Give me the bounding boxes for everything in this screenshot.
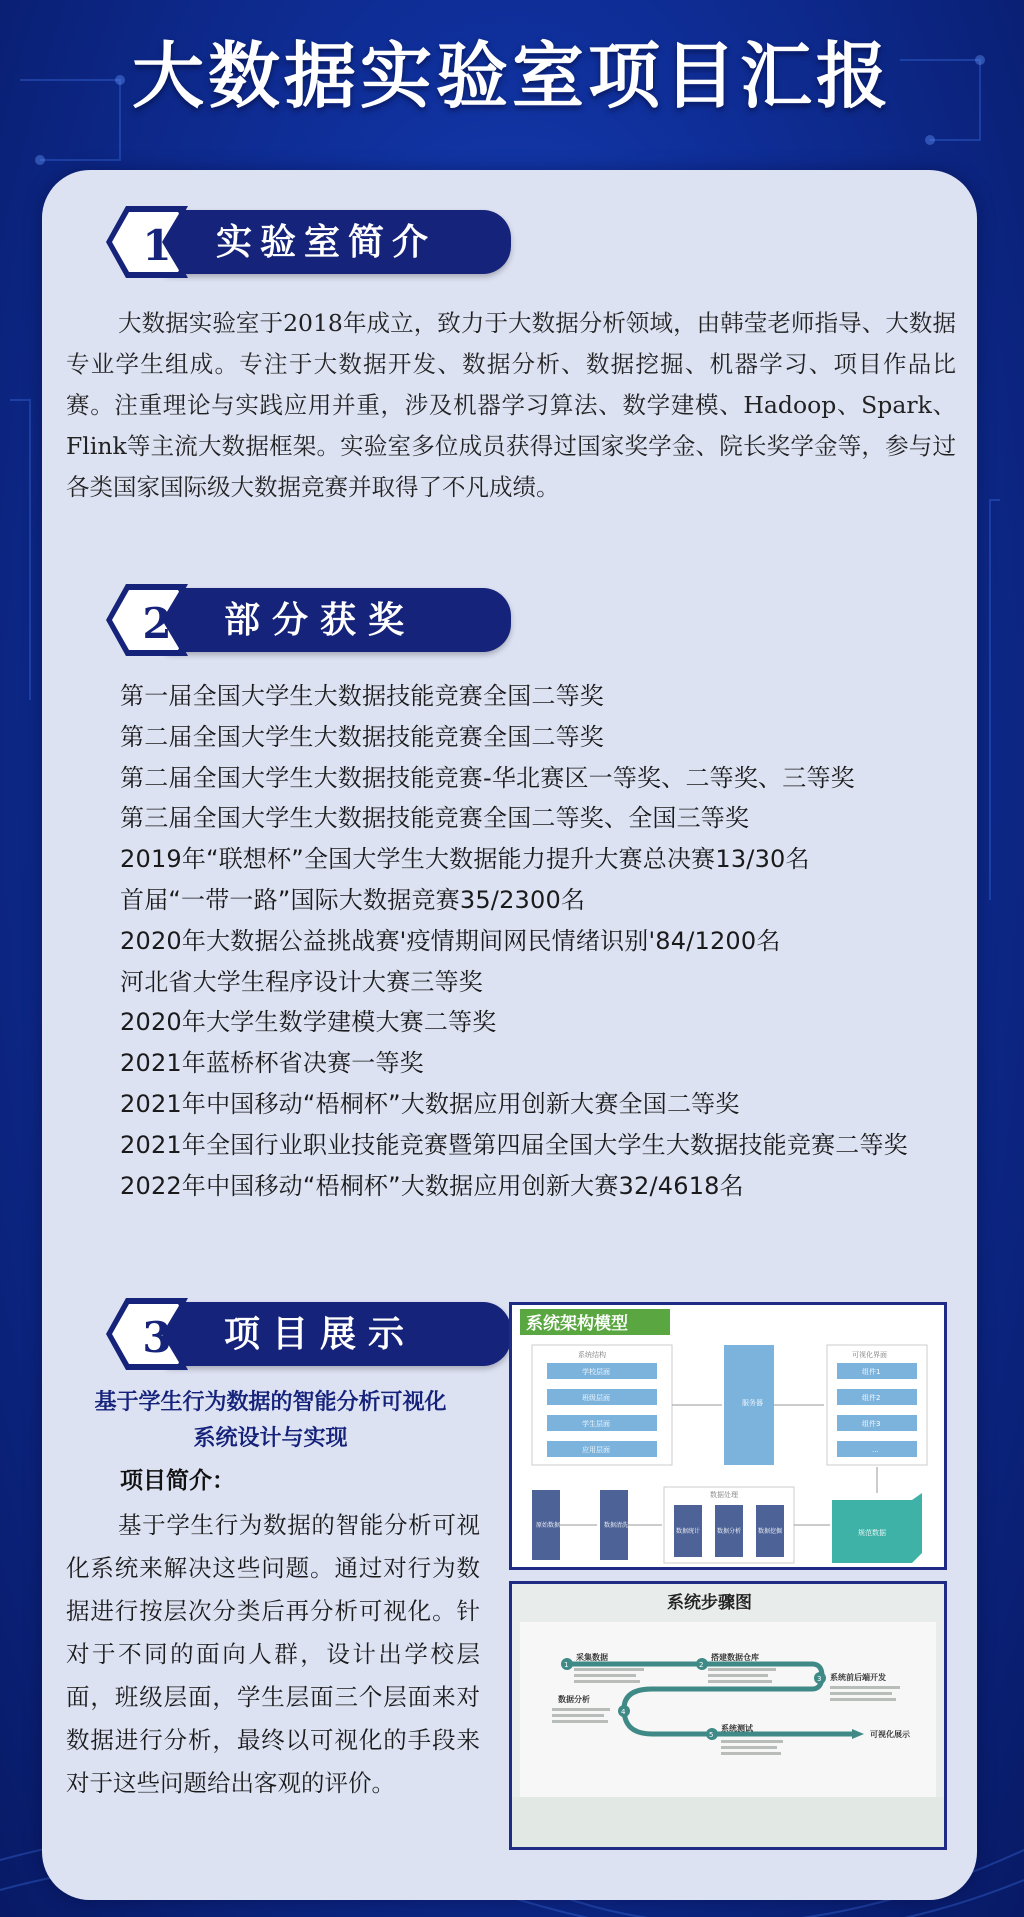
section-number: 2: [142, 599, 172, 648]
left-item-label: 学校层面: [582, 1368, 610, 1376]
award-item: 2021年全国行业职业技能竞赛暨第四届全国大学生大数据技能竞赛二等奖: [120, 1130, 908, 1159]
right-item-label: 组件2: [862, 1394, 881, 1402]
project-subheading: 项目简介：: [120, 1468, 235, 1494]
step-label: 搭建数据仓库: [711, 1653, 759, 1662]
step-number: 5: [709, 1731, 714, 1739]
process-label: 数据统计: [676, 1528, 701, 1535]
architecture-diagram: [512, 1305, 944, 1567]
right-item-label: 组件3: [862, 1420, 881, 1428]
architecture-figure: [509, 1302, 947, 1570]
step-number: 2: [699, 1661, 704, 1669]
raw-data-label: 原始数据: [536, 1522, 561, 1529]
server-label: 服务器: [742, 1399, 763, 1407]
steps-title: 系统步骤图: [667, 1593, 752, 1613]
project-description: 基于学生行为数据的智能分析可视化系统来解决这些问题。通过对行为数据进行按层次分类后再分析可视化。针对于不同的面向人群，设计出学校层面，班级层面，学生层面三个层面来对数据进行分析，最终以可视化的手段来对于这些问题给出客观的评价。: [66, 1511, 480, 1797]
award-item: 第三届全国大学生大数据技能竞赛全国二等奖、全国三等奖: [120, 804, 750, 833]
step-label: 数据分析: [558, 1695, 590, 1704]
right-item-label: 组件1: [862, 1368, 881, 1376]
award-item: 河北省大学生程序设计大赛三等奖: [120, 967, 483, 996]
step-number: 3: [817, 1675, 822, 1683]
section-header-intro: [106, 210, 526, 274]
photo-bottom: [512, 1797, 944, 1847]
intro-paragraph: 大数据实验室于2018年成立，致力于大数据分析领域，由韩莹老师指导、大数据专业学生组成。专注于大数据开发、数据分析、数据挖掘、机器学习、项目作品比赛。注重理论与实践应用并重，涉及机器学习算法、数学建模、Hadoop、Spark、Flink等主流大数据框架。实验室多位成员获得过国家奖学金、院长奖学金等，参与过各类国家国际级大数据竞赛并取得了不凡成绩。: [66, 309, 956, 501]
award-item: 2019年“联想杯”全国大学生大数据能力提升大赛总决赛13/30名: [120, 845, 810, 874]
section-title: 部分获奖: [224, 599, 417, 641]
step-number: 1: [564, 1661, 569, 1669]
steps-figure: [509, 1581, 947, 1850]
step-label: 系统测试: [721, 1724, 753, 1733]
award-item: 第二届全国大学生大数据技能竞赛全国二等奖: [120, 722, 604, 751]
storage-cube: [832, 1493, 922, 1563]
section-number: 3: [142, 1313, 172, 1362]
processing-label: 数据处理: [710, 1491, 738, 1499]
award-item: 2020年大学生数学建模大赛二等奖: [120, 1008, 497, 1037]
process-label: 数据分析: [717, 1528, 742, 1535]
award-item: 2021年蓝桥杯省决赛一等奖: [120, 1049, 424, 1078]
steps-diagram: [512, 1584, 944, 1847]
left-item-label: 学生层面: [582, 1420, 610, 1428]
architecture-title: 系统架构模型: [526, 1314, 628, 1334]
project-title-line: 基于学生行为数据的智能分析可视化: [94, 1390, 447, 1415]
clean-data-label: 数据清洗: [604, 1522, 629, 1529]
storage-label: 规范数据: [858, 1529, 886, 1537]
step-label: 系统前后端开发: [830, 1673, 886, 1682]
project-title: [58, 1385, 483, 1457]
award-item: 2020年大数据公益挑战赛'疫情期间网民情绪识别'84/1200名: [120, 926, 781, 955]
award-item: 2021年中国移动“梧桐杯”大数据应用创新大赛全国二等奖: [120, 1089, 740, 1118]
section-header-awards: [106, 588, 526, 652]
page-title: 大数据实验室项目汇报: [131, 34, 892, 118]
process-label: 数据挖掘: [758, 1528, 783, 1535]
step-label: 采集数据: [576, 1653, 608, 1662]
left-item-label: 班级层面: [582, 1394, 610, 1402]
step-number: 4: [621, 1708, 626, 1716]
section-title: 实验室简介: [216, 221, 437, 263]
award-item: 第二届全国大学生大数据技能竞赛-华北赛区一等奖、二等奖、三等奖: [120, 763, 855, 792]
award-item: 首届“一带一路”国际大数据竞赛35/2300名: [120, 885, 586, 914]
left-item-label: 应用层面: [582, 1446, 610, 1454]
award-item: 第一届全国大学生大数据技能竞赛全国二等奖: [120, 682, 604, 710]
section-header-projects: [106, 1302, 526, 1366]
left-group-label: 系统结构: [578, 1351, 606, 1359]
right-item-label: ...: [872, 1446, 879, 1454]
steps-end-label: 可视化展示: [870, 1730, 910, 1739]
right-group-label: 可视化界面: [852, 1351, 887, 1359]
awards-list: [66, 676, 961, 1206]
project-title-line: 系统设计与实现: [193, 1426, 348, 1451]
section-number: 1: [142, 221, 172, 270]
award-item: 2022年中国移动“梧桐杯”大数据应用创新大赛32/4618名: [120, 1171, 744, 1200]
section-title: 项目展示: [224, 1313, 417, 1355]
